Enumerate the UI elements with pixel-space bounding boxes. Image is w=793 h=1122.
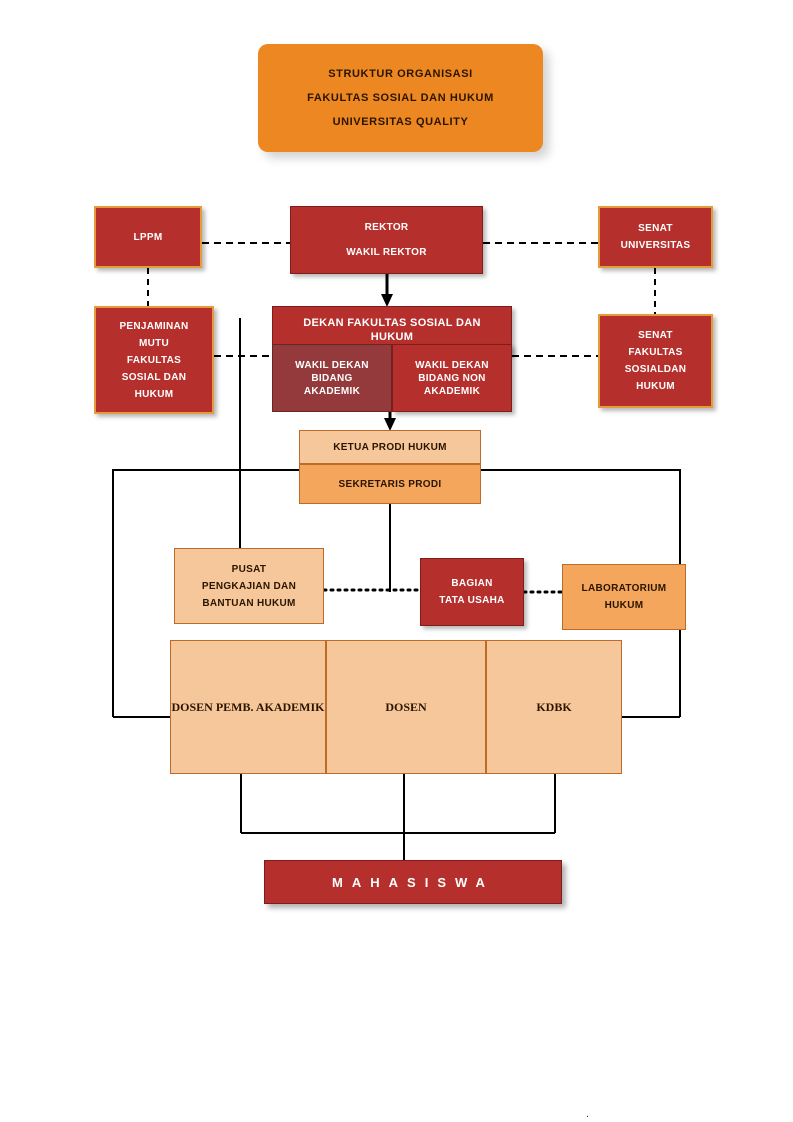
- node-laboratorium-hukum-label-1: LABORATORIUM: [581, 583, 667, 594]
- node-penjaminan-mutu-label-3: FAKULTAS: [126, 354, 182, 366]
- node-kdbk: [486, 640, 622, 774]
- node-kdbk-label: KDBK: [536, 699, 572, 714]
- node-dosen: [326, 640, 486, 774]
- node-senat-fakultas-label-2: FAKULTAS: [628, 347, 683, 358]
- node-bagian-tata-usaha-label-1: BAGIAN: [451, 578, 493, 589]
- node-mahasiswa-label: MAHASISWA: [332, 874, 494, 890]
- node-wakil-dekan-non-akademik-label-2: BIDANG NON: [418, 372, 486, 384]
- page-marker: .: [586, 1108, 590, 1120]
- node-senat-fakultas-label-1: SENAT: [638, 330, 673, 341]
- node-senat-universitas: [598, 206, 713, 268]
- node-laboratorium-hukum: [562, 564, 686, 630]
- node-wakil-dekan-akademik-label-3: AKADEMIK: [303, 385, 361, 397]
- node-ketua-prodi-label: KETUA PRODI HUKUM: [333, 441, 447, 453]
- node-senat-universitas-label-1: SENAT: [638, 223, 673, 234]
- node-lppm-label: LPPM: [133, 231, 163, 243]
- node-senat-universitas-label-2: UNIVERSITAS: [620, 240, 691, 251]
- node-rektor-label-2: WAKIL REKTOR: [346, 247, 427, 258]
- node-laboratorium-hukum-label-2: HUKUM: [604, 600, 644, 611]
- node-dosen-pembimbing-akademik-label-2: AKADEMIK: [255, 700, 325, 714]
- node-pusat-pengkajian-label-3: BANTUAN HUKUM: [202, 597, 296, 609]
- node-ketua-prodi: [299, 430, 481, 464]
- node-dekan-label-2: HUKUM: [370, 331, 414, 343]
- node-mahasiswa: [264, 860, 562, 904]
- node-penjaminan-mutu-label-1: PENJAMINAN: [119, 320, 189, 332]
- node-senat-fakultas-label-4: HUKUM: [636, 381, 675, 392]
- node-penjaminan-mutu-label-4: SOSIAL DAN: [121, 371, 187, 383]
- node-dosen-pembimbing-akademik: [170, 640, 326, 774]
- node-bagian-tata-usaha-label-2: TATA USAHA: [439, 595, 505, 606]
- node-dosen-pembimbing-akademik-label-1: DOSEN PEMB.: [171, 700, 254, 714]
- node-sekretaris-prodi: [299, 464, 481, 504]
- node-wakil-dekan-non-akademik-label-1: WAKIL DEKAN: [415, 359, 489, 371]
- title-line-2: FAKULTAS SOSIAL DAN HUKUM: [307, 92, 494, 104]
- node-wakil-dekan-non-akademik: [392, 344, 512, 412]
- node-rektor-label-1: REKTOR: [364, 222, 409, 233]
- node-wakil-dekan-akademik-label-2: BIDANG: [311, 372, 353, 384]
- node-dosen-label: DOSEN: [385, 699, 427, 714]
- node-lppm: [94, 206, 202, 268]
- node-senat-fakultas: [598, 314, 713, 408]
- node-pusat-pengkajian: [174, 548, 324, 624]
- node-penjaminan-mutu-label-2: MUTU: [138, 337, 170, 349]
- title-line-1: STRUKTUR ORGANISASI: [328, 68, 473, 80]
- node-pusat-pengkajian-label-1: PUSAT: [231, 563, 267, 575]
- node-penjaminan-mutu-label-5: HUKUM: [134, 388, 174, 400]
- node-sekretaris-prodi-label: SEKRETARIS PRODI: [338, 478, 442, 490]
- diagram-title: [258, 44, 543, 152]
- title-line-3: UNIVERSITAS QUALITY: [332, 116, 469, 128]
- node-wakil-dekan-non-akademik-label-3: AKADEMIK: [423, 385, 481, 397]
- node-wakil-dekan-akademik-label-1: WAKIL DEKAN: [295, 359, 369, 371]
- node-bagian-tata-usaha: [420, 558, 524, 626]
- node-dekan-label-1: DEKAN FAKULTAS SOSIAL DAN: [303, 317, 481, 329]
- node-rektor: [290, 206, 483, 274]
- node-wakil-dekan-akademik: [272, 344, 392, 412]
- node-penjaminan-mutu: [94, 306, 214, 414]
- node-pusat-pengkajian-label-2: PENGKAJIAN DAN: [201, 580, 297, 592]
- node-senat-fakultas-label-3: SOSIALDAN: [624, 364, 687, 375]
